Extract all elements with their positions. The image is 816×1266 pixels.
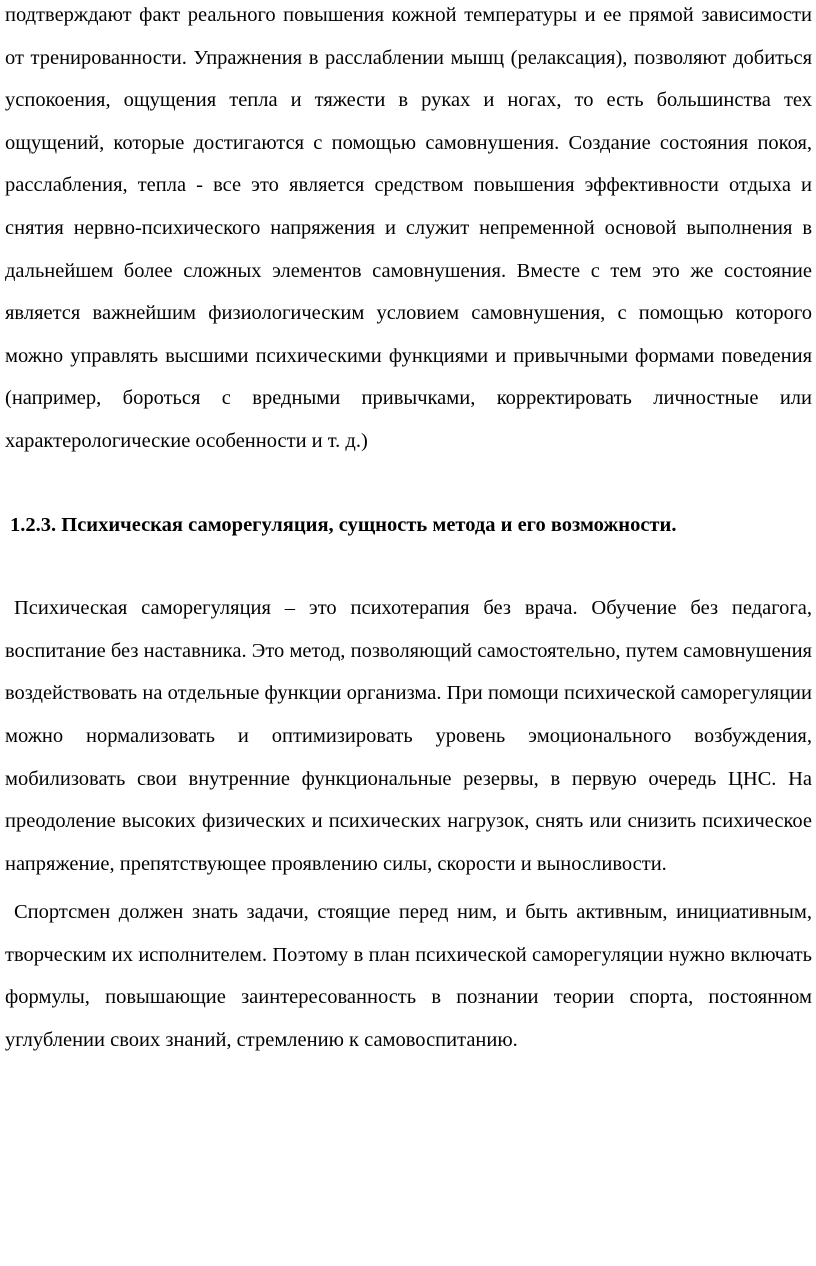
section-heading: 1.2.3. Психическая саморегуляция, сущность метода и его возможности. (10, 513, 677, 536)
body-paragraph-2: Психическая саморегуляция – это психотерапия без врача. Обучение без педагога, воспитание без наставника. Это метод, позволяющий самостоятельно, путем самовнушения воздействовать на отдельные функции организма. При помощи психической саморегуляции можно нормализовать и оптимизировать уровень эмоционального возбуждения, мобилизовать свои внутренние функциональные резервы, в первую очередь ЦНС. На преодоление высоких физических и психических нагрузок, снять или снизить психическое напряжение, препятствующее проявлению силы, скорости и выносливости. (5, 597, 812, 875)
body-paragraph-3: Спортсмен должен знать задачи, стоящие перед ним, и быть активным, инициативным, творческим их исполнителем. Поэтому в план психической саморегуляции нужно включать формулы, повышающие заинтересованность в познании теории спорта, постоянном углублении своих знаний, стремлению к самовоспитанию. (5, 901, 812, 1052)
body-paragraph-1: подтверждают факт реального повышения кожной температуры и ее прямой зависимости от тренированности. Упражнения в расслаблении мышц (релаксация), позволяют добиться успокоения, ощущения тепла и тяжести в руках и ногах, то есть большинства тех ощущений, которые достигаются с помощью самовнушения. Создание состояния покоя, расслабления, тепла - все это является средством повышения эффективности отдыха и снятия нервно-психического напряжения и служит непременной основой выполнения в дальнейшем более сложных элементов самовнушения. Вместе с тем это же состояние является важнейшим физиологическим условием самовнушения, с помощью которого можно управлять высшими психическими функциями и привычными формами поведения (например, бороться с вредными привычками, корректировать личностные или характерологические особенности и т. д.) (5, 4, 812, 452)
